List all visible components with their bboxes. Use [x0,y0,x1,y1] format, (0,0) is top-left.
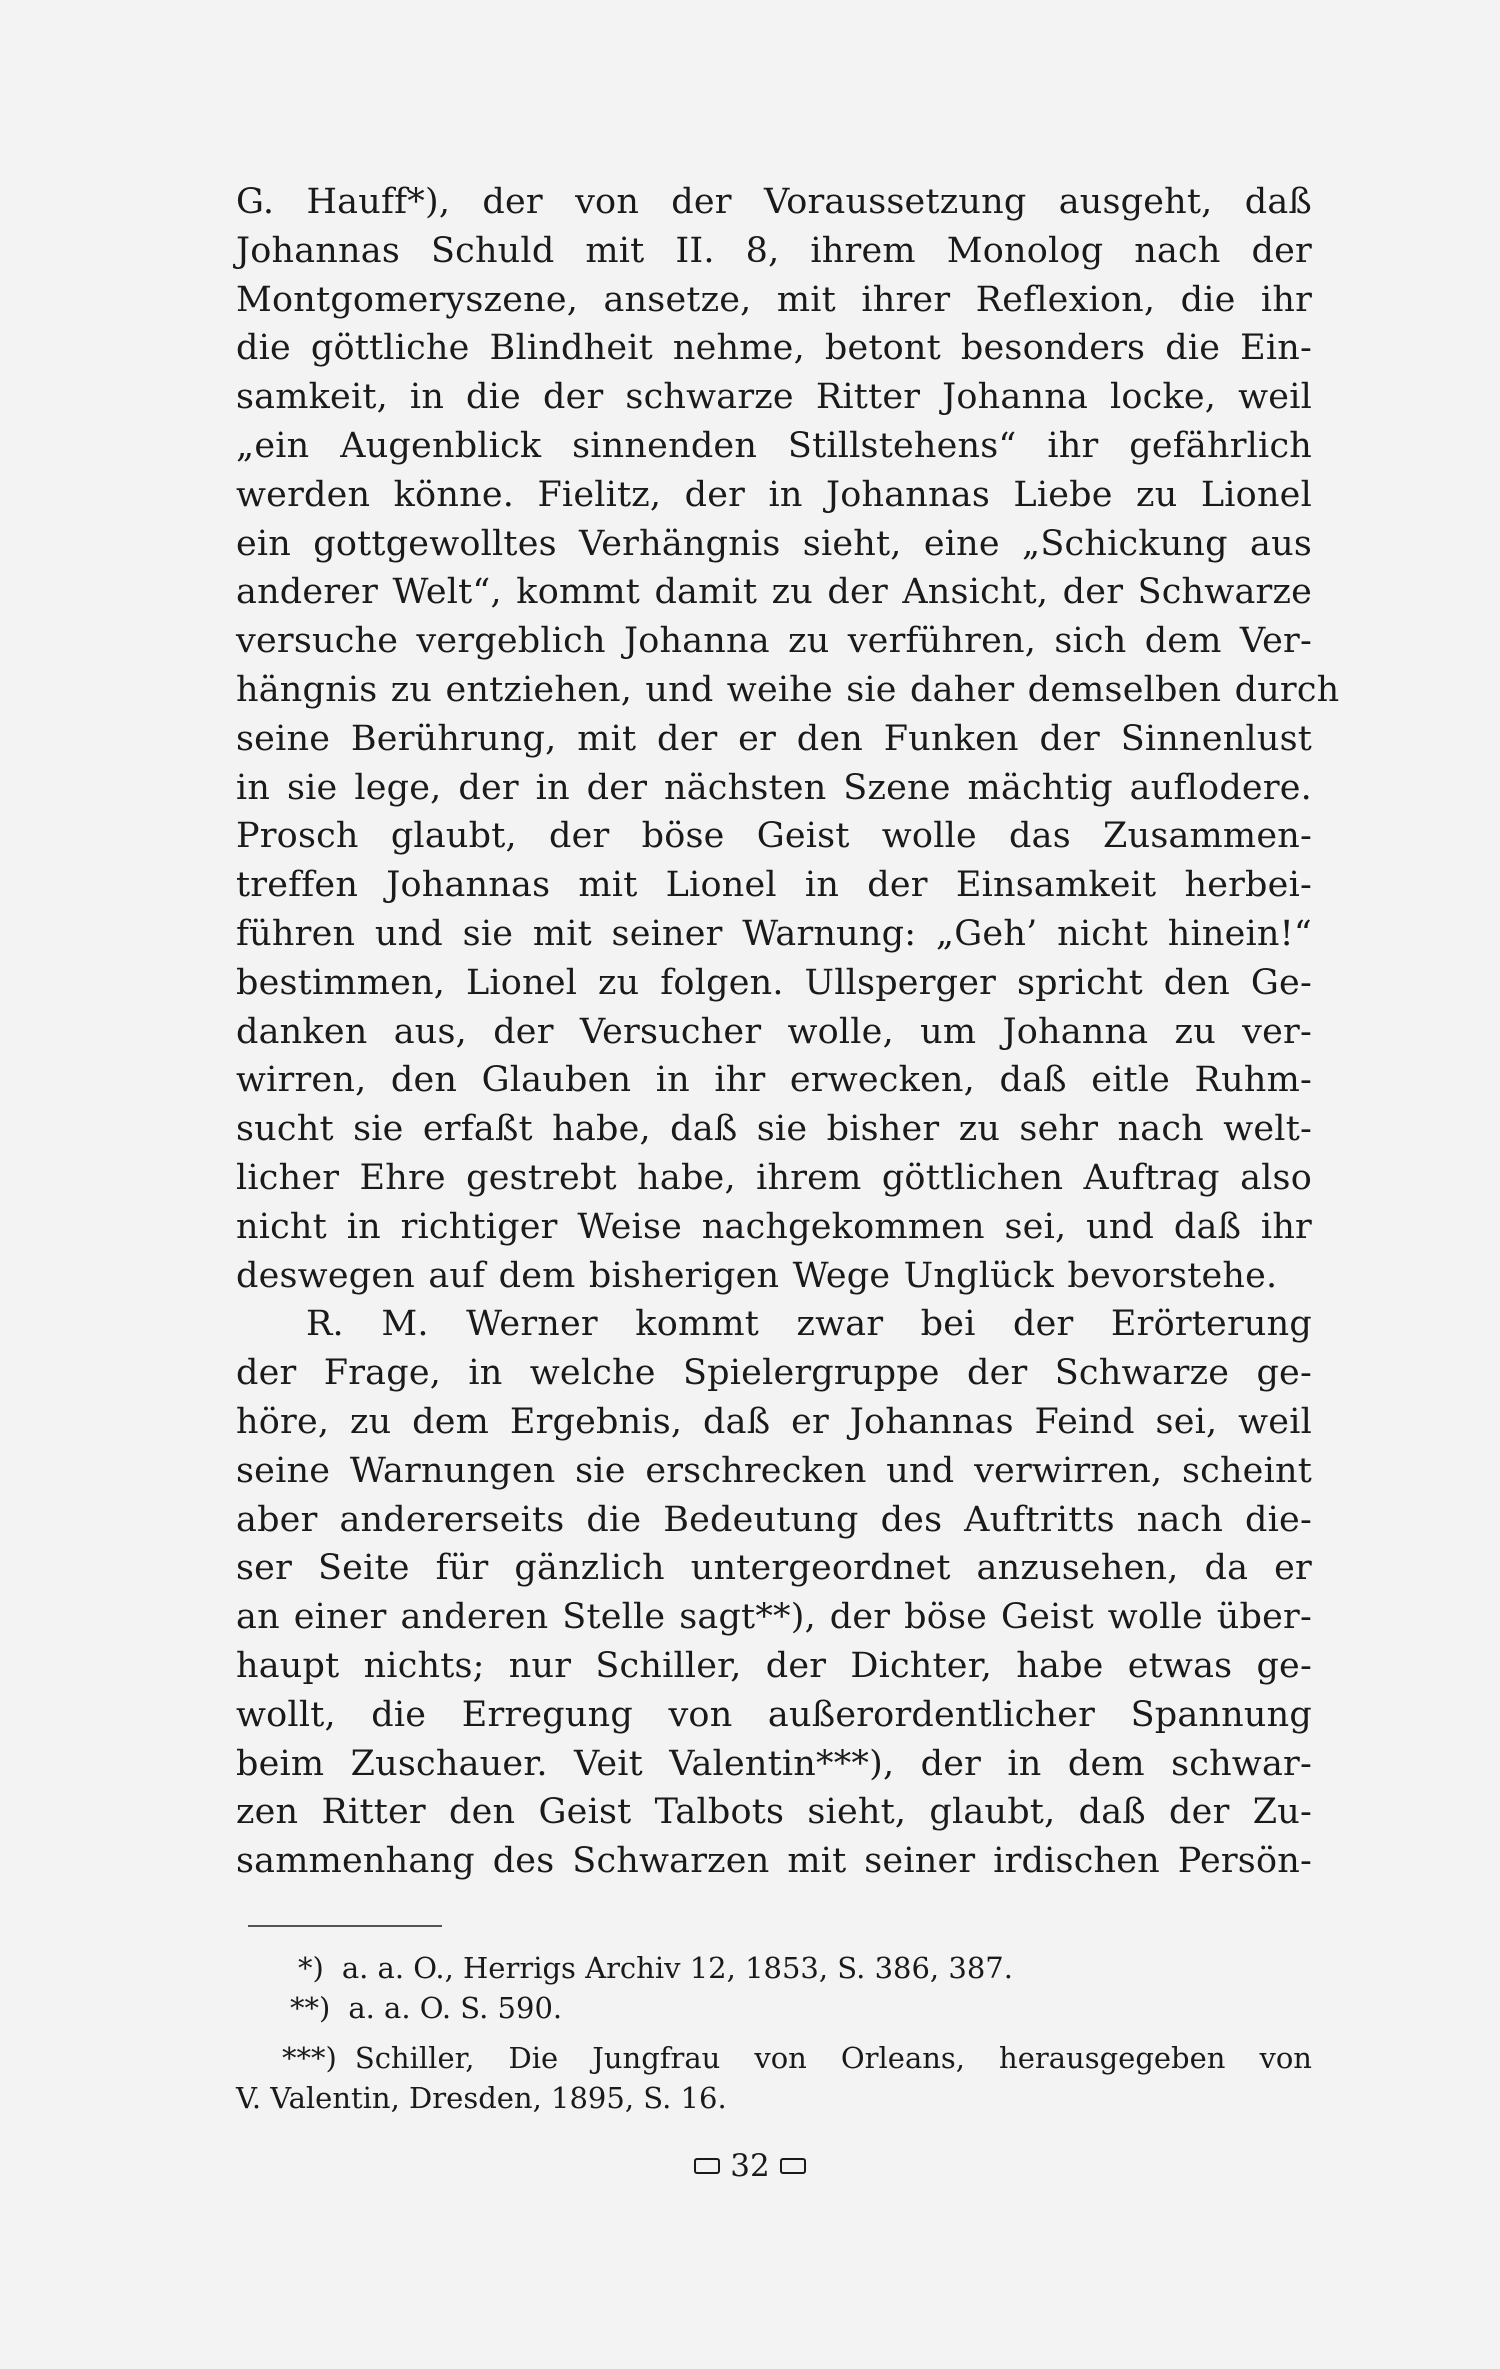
text-line: der Frage, in welche Spielergruppe der Schwarze ge- [236,1353,1312,1394]
footnote-continuation [236,2078,1312,2118]
text-line: licher Ehre gestrebt habe, ihrem göttlichen Auftrag also [236,1157,1312,1198]
text-line: G. Hauff*), der von der Voraussetzung ausgeht, daß [236,182,1312,222]
text-line: deswegen auf dem bisherigen Wege Unglück bevorstehe. [236,1255,1278,1296]
text-line: ser Seite für gänzlich untergeordnet anzusehen, da er [236,1548,1312,1589]
text-line: wirren, den Glauben in ihr erwecken, daß eitle Ruhm- [236,1060,1312,1101]
text-line: werden könne. Fielitz, der in Johannas Liebe zu Lionel [236,474,1312,515]
text-line: „ein Augenblick sinnenden Stillstehens“ ihr gefährlich [236,425,1312,466]
footnote [236,1988,1312,2028]
text-line: höre, zu dem Ergebnis, daß er Johannas Feind sei, weil [236,1401,1312,1442]
text-line: nicht in richtiger Weise nachgekommen sei, und daß ihr [236,1206,1312,1247]
footnote-mark: *) [298,1951,324,1985]
text-line: Prosch glaubt, der böse Geist wolle das Zusammen- [236,816,1312,857]
body-text [236,178,1340,1886]
text-line: an einer anderen Stelle sagt**), der böse Geist wolle über- [236,1597,1312,1638]
footnote-text: V. Valentin, Dresden, 1895, S. 16. [236,2081,727,2115]
text-line: versuche vergeblich Johanna zu verführen, sich dem Ver- [236,621,1312,662]
text-line: anderer Welt“, kommt damit zu der Ansicht, der Schwarze [236,572,1312,613]
text-line: führen und sie mit seiner Warnung: „Geh’ nicht hinein!“ [236,913,1312,954]
text-line: sucht sie erfaßt habe, daß sie bisher zu sehr nach welt- [236,1109,1312,1150]
text-line: sammenhang des Schwarzen mit seiner irdischen Persön- [236,1841,1312,1882]
text-line: seine Berührung, mit der er den Funken der Sinnenlust [236,718,1312,759]
ornament-box-left [694,2158,720,2174]
text-line: treffen Johannas mit Lionel in der Einsamkeit herbei- [236,865,1312,906]
ornament-box-right [780,2158,806,2174]
footnote-text: a. a. O., Herrigs Archiv 12, 1853, S. 386, 387. [341,1951,1013,1985]
text-line: zen Ritter den Geist Talbots sieht, glaubt, daß der Zu- [236,1792,1312,1833]
footnote-mark: ***) [282,2041,337,2075]
text-line: bestimmen, Lionel zu folgen. Ullsperger spricht den Ge- [236,962,1312,1003]
text-line: die göttliche Blindheit nehme, betont besonders die Ein- [236,328,1312,369]
text-line: Montgomeryszene, ansetze, mit ihrer Reflexion, die ihr [236,279,1312,320]
text-line: wollt, die Erregung von außerordentlicher Spannung [236,1694,1312,1735]
footnote [236,1948,1312,1988]
text-line: aber andererseits die Bedeutung des Auftritts nach die- [236,1499,1312,1540]
text-line: in sie lege, der in der nächsten Szene mächtig auflodere. [236,767,1312,808]
text-line: Johannas Schuld mit II. 8, ihrem Monolog nach der [236,230,1312,271]
text-line: R. M. Werner kommt zwar bei der Erörterung [306,1304,1312,1345]
text-line: beim Zuschauer. Veit Valentin***), der in dem schwar- [236,1743,1312,1784]
text-line: seine Warnungen sie erschrecken und verwirren, scheint [236,1450,1312,1491]
footnote [236,2038,1312,2078]
footnotes [236,1948,1312,2118]
text-line: danken aus, der Versucher wolle, um Johanna zu ver- [236,1011,1312,1052]
page-number-value: 32 [730,2148,770,2184]
footnote-text: Schiller, Die Jungfrau von Orleans, herausgegeben von [354,2041,1312,2075]
footnote-text: a. a. O. S. 590. [348,1991,563,2025]
page-number [0,2146,1500,2186]
text-line: samkeit, in die der schwarze Ritter Johanna locke, weil [236,377,1312,418]
footnote-divider [248,1925,442,1927]
footnote-mark: **) [290,1991,331,2025]
text-line: hängnis zu entziehen, und weihe sie daher demselben durch [236,669,1340,710]
text-line: ein gottgewolltes Verhängnis sieht, eine „Schickung aus [236,523,1312,564]
text-line: haupt nichts; nur Schiller, der Dichter, habe etwas ge- [236,1645,1312,1686]
